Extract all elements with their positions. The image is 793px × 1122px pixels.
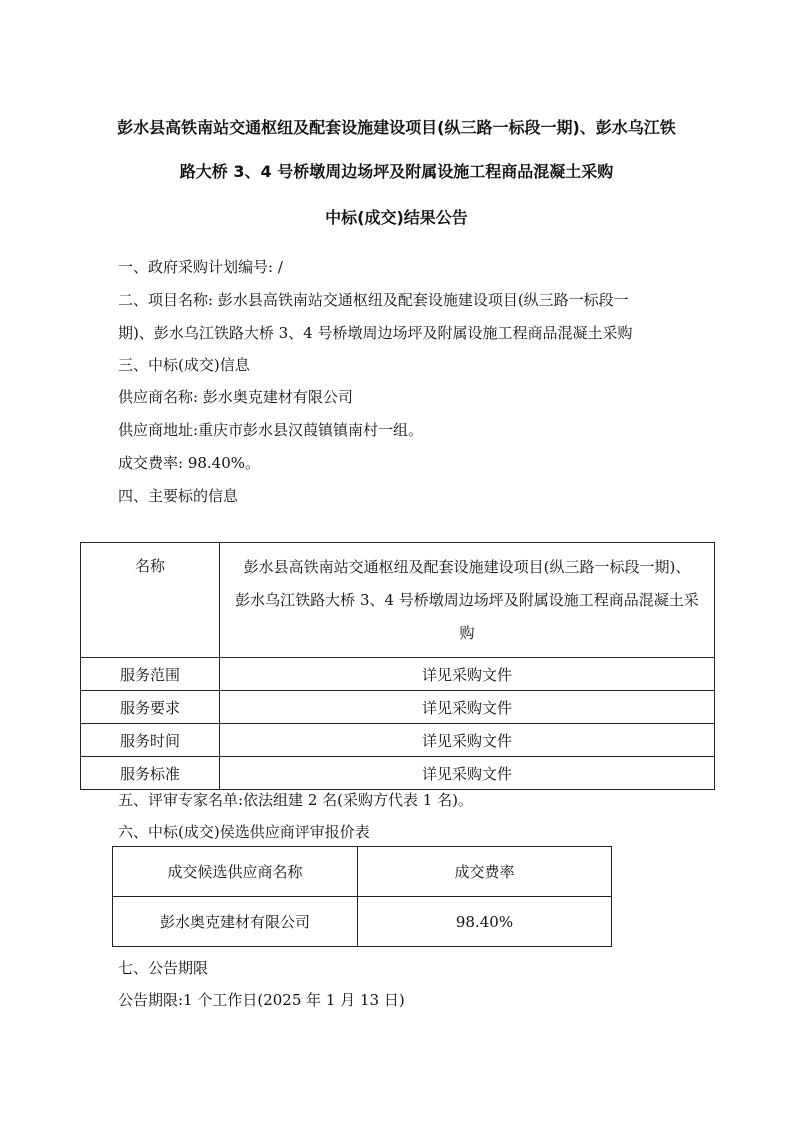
supplier-name: 供应商名称: 彭水奥克建材有限公司 [118,388,353,406]
name-label: 名称 [81,543,220,658]
notice-period: 公告期限:1 个工作日(2025 年 1 月 13 日) [118,991,405,1009]
project-name-line-2: 期)、彭水乌江铁路大桥 3、4 号桥墩周边场坪及附属设施工程商品混凝土采购 [118,324,633,342]
award-table [80,542,715,790]
main-subject-heading: 四、主要标的信息 [118,487,239,505]
name-value-line-3: 购 [459,623,475,642]
table-row [81,543,715,658]
supplier-address: 供应商地址:重庆市彭水县汉葭镇镇南村一组。 [118,421,424,439]
name-value [220,543,715,658]
award-info-heading: 三、中标(成交)信息 [118,356,250,374]
service-scope-value: 详见采购文件 [220,658,715,691]
title-line-1: 彭水县高铁南站交通枢纽及配套设施建设项目(纵三路一标段一期)、彭水乌江铁 [117,118,676,137]
transaction-rate: 成交费率: 98.40%。 [118,454,261,472]
service-standard-value: 详见采购文件 [220,757,715,790]
table-row [81,658,715,691]
bid-rate: 98.40% [358,897,612,947]
table-row [113,847,612,897]
name-value-line-2: 彭水乌江铁路大桥 3、4 号桥墩周边场坪及附属设施工程商品混凝土采 [235,590,699,609]
table-row [81,691,715,724]
service-scope-label: 服务范围 [81,658,220,691]
table-row [81,724,715,757]
header-rate: 成交费率 [358,847,612,897]
notice-period-heading: 七、公告期限 [118,959,209,977]
title-line-2: 路大桥 3、4 号桥墩周边场坪及附属设施工程商品混凝土采购 [179,162,614,181]
bid-table [112,846,612,947]
service-time-value: 详见采购文件 [220,724,715,757]
service-standard-label: 服务标准 [81,757,220,790]
table-row [113,897,612,947]
service-requirement-value: 详见采购文件 [220,691,715,724]
title-line-3: 中标(成交)结果公告 [325,208,468,227]
header-supplier: 成交候选供应商名称 [113,847,358,897]
table-row [81,757,715,790]
experts-list: 五、评审专家名单:依法组建 2 名(采购方代表 1 名)。 [118,791,473,809]
project-name-line-1: 二、项目名称: 彭水县高铁南站交通枢纽及配套设施建设项目(纵三路一标段一 [118,291,629,309]
service-time-label: 服务时间 [81,724,220,757]
candidates-heading: 六、中标(成交)侯选供应商评审报价表 [118,823,370,841]
service-requirement-label: 服务要求 [81,691,220,724]
name-value-line-1: 彭水县高铁南站交通枢纽及配套设施建设项目(纵三路一标段一期)、 [243,557,691,576]
bid-supplier: 彭水奥克建材有限公司 [113,897,358,947]
plan-number: 一、政府采购计划编号: / [118,258,283,276]
